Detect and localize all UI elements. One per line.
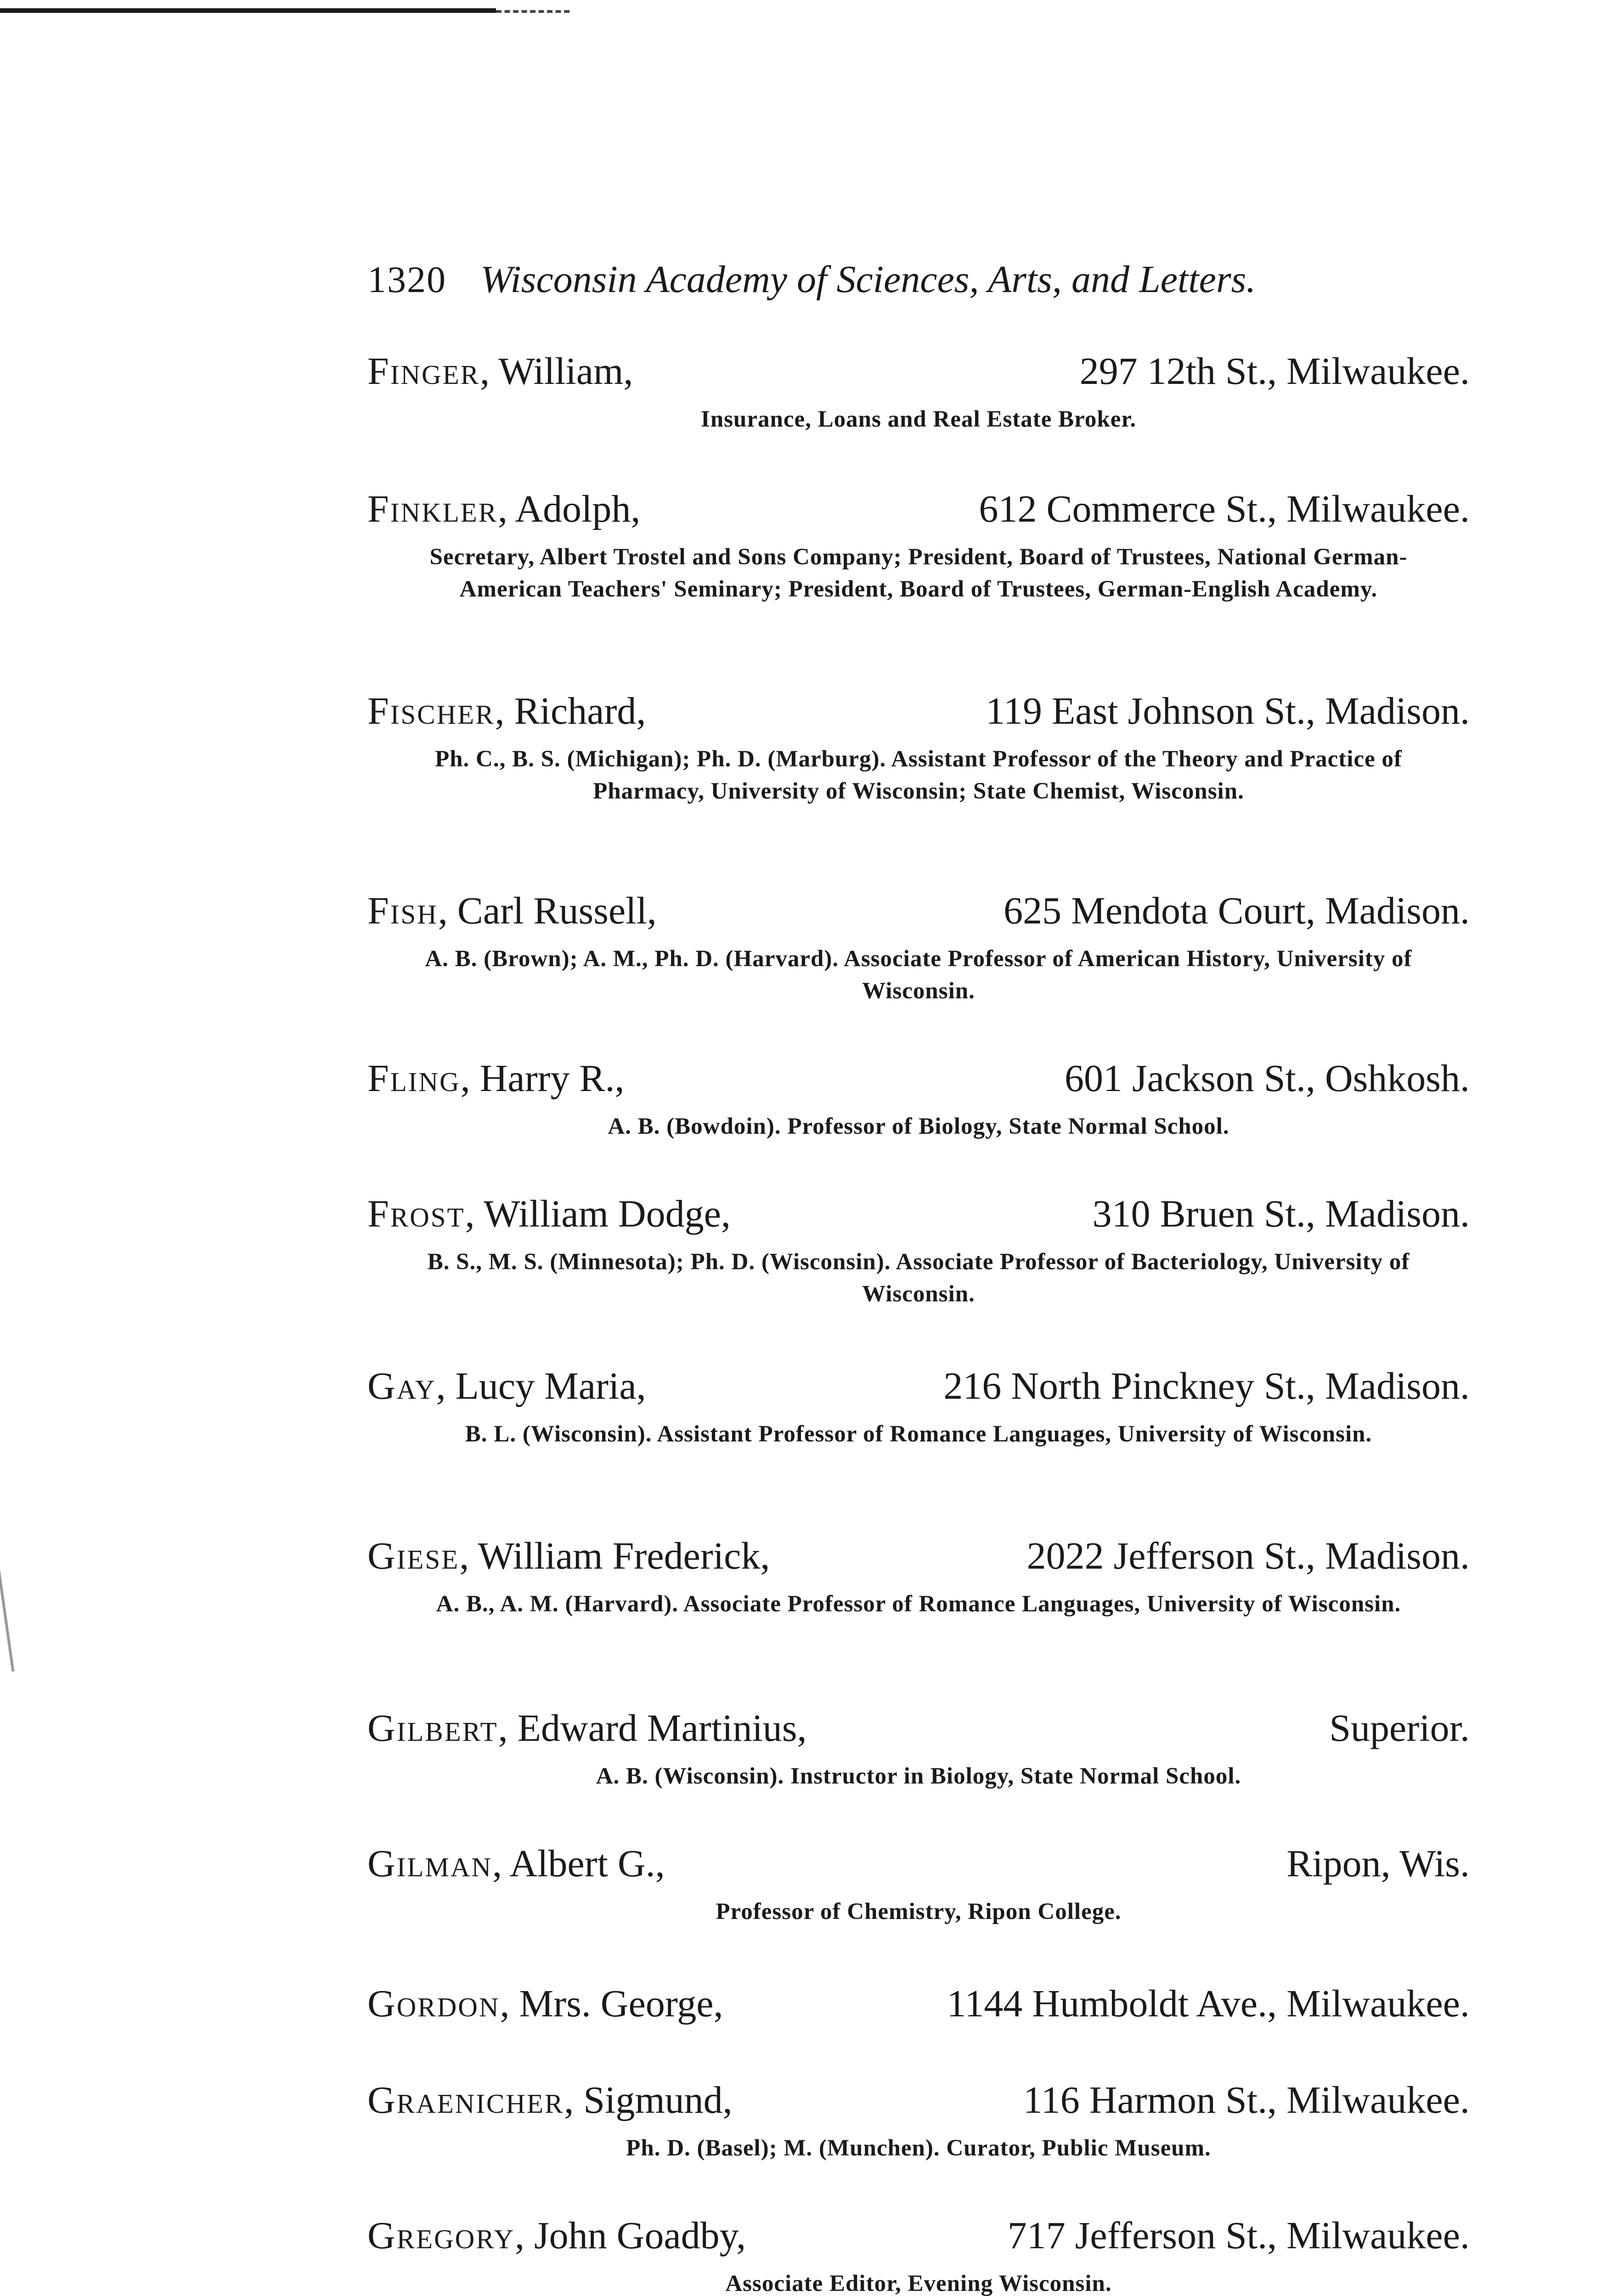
entry-headline: [367, 1706, 1470, 1756]
member-address: 116 Harmon St., Milwaukee.: [1023, 2079, 1470, 2122]
member-surname: Fish: [367, 889, 438, 932]
member-name: [367, 349, 633, 394]
member-address: 717 Jefferson St., Milwaukee.: [1007, 2214, 1470, 2257]
entry-headline: [367, 1056, 1470, 1107]
member-address: 216 North Pinckney St., Madison.: [943, 1365, 1470, 1407]
member-address: 612 Commerce St., Milwaukee.: [979, 488, 1470, 530]
member-surname: Giese: [367, 1535, 460, 1577]
member-address: Superior.: [1329, 1707, 1470, 1750]
member-entry: [367, 889, 1470, 1007]
member-given-name: , William Dodge,: [465, 1193, 731, 1235]
member-entry: [367, 349, 1470, 435]
member-given-name: , Harry R.,: [460, 1057, 625, 1100]
member-entry: [367, 1056, 1470, 1142]
member-surname: Frost: [367, 1193, 465, 1235]
member-name: [367, 1056, 625, 1101]
member-surname: Gordon: [367, 1982, 500, 2025]
entry-headline: [367, 487, 1470, 537]
member-description: Professor of Chemistry, Ripon College.: [716, 1899, 1122, 1925]
member-name: [367, 487, 640, 531]
entry-headline: [367, 689, 1470, 739]
member-entry: [367, 487, 1470, 605]
member-given-name: , John Goadby,: [514, 2214, 746, 2257]
member-description: Ph. C., B. S. (Michigan); Ph. D. (Marburg). Assistant Professor of the Theory and Practice of Pharmacy, University of Wisconsin; State Chemist, Wisconsin.: [435, 746, 1402, 804]
member-address: 310 Bruen St., Madison.: [1092, 1193, 1470, 1235]
entry-headline: [367, 1192, 1470, 1242]
member-address: 2022 Jefferson St., Madison.: [1026, 1535, 1470, 1577]
member-entry: [367, 2213, 1470, 2296]
scan-edge-rule: [0, 8, 496, 13]
member-surname: Gregory: [367, 2214, 515, 2257]
member-surname: Fling: [367, 1057, 461, 1100]
margin-mark: [0, 1570, 28, 1671]
member-address: 601 Jackson St., Oshkosh.: [1064, 1057, 1470, 1100]
member-name: [367, 1534, 770, 1578]
member-name: [367, 1364, 646, 1408]
member-given-name: , Edward Martinius,: [498, 1707, 807, 1750]
member-description: A. B. (Wisconsin). Instructor in Biology, State Normal School.: [596, 1763, 1241, 1789]
entry-headline: [367, 1364, 1470, 1414]
entry-headline: [367, 1981, 1470, 2032]
page-number: 1320: [367, 259, 446, 300]
member-surname: Finkler: [367, 488, 498, 530]
member-entry: [367, 1534, 1470, 1620]
member-name: [367, 1841, 665, 1886]
member-description: A. B., A. M. (Harvard). Associate Professor of Romance Languages, University of Wisconsin.: [436, 1591, 1401, 1617]
entry-headline: [367, 889, 1470, 939]
member-description: B. S., M. S. (Minnesota); Ph. D. (Wisconsin). Associate Professor of Bacteriology, University of Wisconsin.: [427, 1249, 1410, 1307]
member-description: Insurance, Loans and Real Estate Broker.: [700, 406, 1137, 432]
member-description: A. B. (Bowdoin). Professor of Biology, State Normal School.: [608, 1114, 1229, 1139]
member-entry: [367, 1841, 1470, 1928]
member-name: [367, 1981, 723, 2026]
member-given-name: , Richard,: [495, 690, 646, 732]
member-surname: Finger: [367, 350, 480, 393]
entry-headline: [367, 2213, 1470, 2264]
page-header: [367, 257, 1470, 302]
member-address: Ripon, Wis.: [1286, 1842, 1470, 1885]
member-description: Ph. D. (Basel); M. (Munchen). Curator, Public Museum.: [626, 2135, 1211, 2161]
member-surname: Gilman: [367, 1842, 493, 1885]
member-entry: [367, 1706, 1470, 1792]
member-surname: Gay: [367, 1365, 436, 1407]
member-entry: [367, 689, 1470, 807]
member-name: [367, 2078, 733, 2122]
entry-headline: [367, 1534, 1470, 1584]
member-name: [367, 689, 646, 733]
member-given-name: , Albert G.,: [492, 1842, 665, 1885]
member-address: 297 12th St., Milwaukee.: [1079, 350, 1470, 393]
member-surname: Fischer: [367, 690, 495, 732]
member-given-name: , Carl Russell,: [438, 889, 657, 932]
member-given-name: , Mrs. George,: [500, 1982, 723, 2025]
member-description: A. B. (Brown); A. M., Ph. D. (Harvard). Associate Professor of American History, University of Wisconsin.: [425, 946, 1412, 1004]
member-surname: Gilbert: [367, 1707, 498, 1750]
entry-headline: [367, 1841, 1470, 1892]
member-address: 1144 Humboldt Ave., Milwaukee.: [947, 1982, 1470, 2025]
member-name: [367, 1706, 806, 1750]
member-description: Associate Editor, Evening Wisconsin.: [725, 2271, 1112, 2296]
member-given-name: , Sigmund,: [564, 2079, 733, 2122]
member-entry: [367, 1192, 1470, 1310]
member-given-name: , William Frederick,: [459, 1535, 770, 1577]
member-entry: [367, 2078, 1470, 2164]
entry-headline: [367, 349, 1470, 400]
scan-edge-rule-faint: [496, 10, 569, 13]
member-description: B. L. (Wisconsin). Assistant Professor of Romance Languages, University of Wisconsin.: [465, 1421, 1372, 1447]
member-name: [367, 1192, 731, 1236]
member-surname: Graenicher: [367, 2079, 564, 2122]
member-name: [367, 2213, 746, 2258]
member-given-name: , Lucy Maria,: [436, 1365, 646, 1407]
member-name: [367, 889, 657, 933]
member-address: 119 East Johnson St., Madison.: [986, 690, 1470, 732]
entry-headline: [367, 2078, 1470, 2128]
member-address: 625 Mendota Court, Madison.: [1004, 889, 1470, 932]
member-entry: [367, 1981, 1470, 2032]
member-given-name: , William,: [479, 350, 633, 393]
member-entry: [367, 1364, 1470, 1450]
member-given-name: , Adolph,: [498, 488, 641, 530]
running-title: Wisconsin Academy of Sciences, Arts, and Letters.: [480, 258, 1256, 301]
member-description: Secretary, Albert Trostel and Sons Company; President, Board of Trustees, National German-American Teachers' Seminary; President, Board of Trustees, German-English Academy.: [429, 544, 1408, 602]
